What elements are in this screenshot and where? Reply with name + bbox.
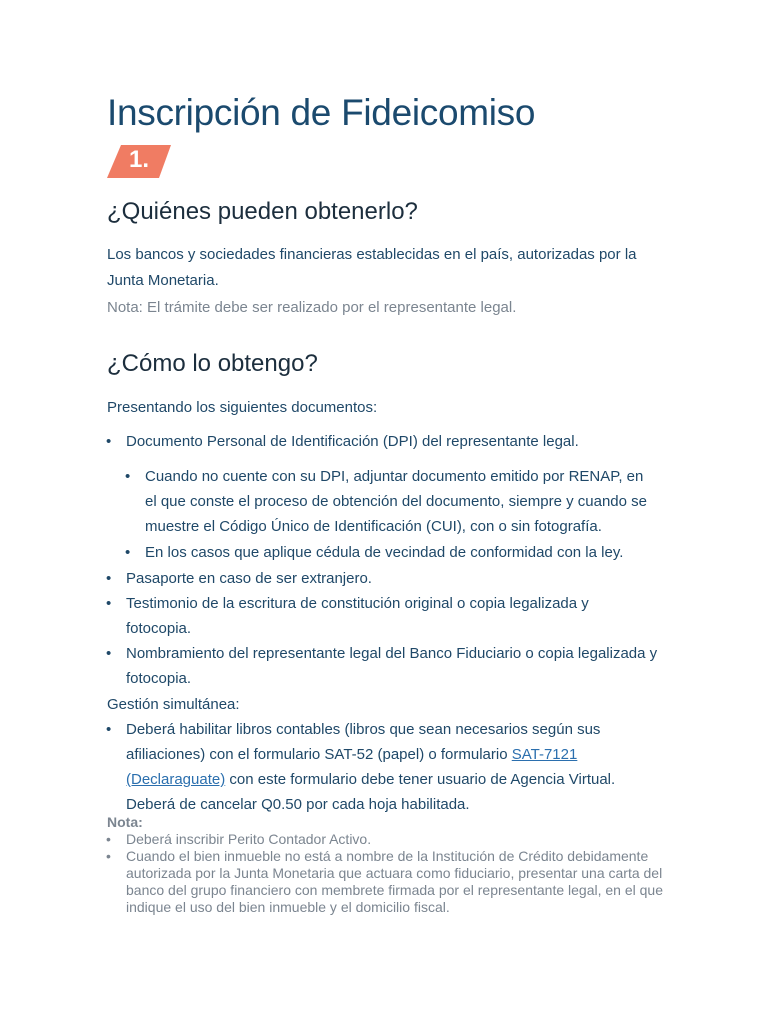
list-item-nested [125, 540, 665, 565]
nota-item [106, 831, 666, 848]
list-item [106, 429, 686, 454]
who-note: Nota: El trámite debe ser realizado por el representante legal. [107, 299, 517, 316]
list-item-text: Cuando no cuente con su DPI, adjuntar documento emitido por RENAP, en el que conste el proceso de obtención del documento, siempre y cuando se muestre el Código Único de Identificación (CUI), con o sin fotografía. [145, 468, 647, 535]
bullet-icon: • [106, 595, 112, 612]
page-title: Inscripción de Fideicomiso [107, 92, 536, 133]
bullet-icon: • [125, 544, 131, 561]
nota-item-text: Cuando el bien inmueble no está a nombre de la Institución de Crédito debidamente autorizada por la Junta Monetaria que actuara como fiduciario, presentar una carta del banco del grupo financiero con membrete firmada por el representante legal, en el que indique el uso del bien inmueble y el domicilio fiscal. [126, 848, 663, 915]
gestion-label: Gestión simultánea: [107, 696, 240, 713]
bullet-icon: • [106, 721, 112, 738]
list-item [106, 566, 686, 591]
nota-item-text: Deberá inscribir Perito Contador Activo. [126, 831, 372, 847]
bullet-icon: • [106, 570, 112, 587]
list-item-text: Documento Personal de Identificación (DPI) del representante legal. [126, 433, 579, 450]
bullet-icon: • [106, 433, 112, 450]
nota-item [106, 848, 666, 916]
gestion-text-before: Deberá habilitar libros contables (libros que sean necesarios según sus afiliaciones) con el formulario SAT-52 (papel) o formulario [126, 721, 601, 763]
list-item-text: Testimonio de la escritura de constitución original o copia legalizada y fotocopia. [126, 595, 589, 637]
how-intro: Presentando los siguientes documentos: [107, 399, 378, 416]
bullet-icon: • [106, 645, 112, 662]
section-heading-who: ¿Quiénes pueden obtenerlo? [107, 198, 418, 225]
gestion-text-after: con este formulario debe tener usuario de Agencia Virtual. Deberá de cancelar Q0.50 por cada hoja habilitada. [126, 771, 616, 813]
list-item [106, 591, 616, 641]
nota-title: Nota: [107, 814, 143, 830]
step-number: 1. [129, 146, 150, 173]
list-item-nested [125, 464, 655, 539]
who-text: Los bancos y sociedades financieras establecidas en el país, autorizadas por la Junta Monetaria. [107, 246, 637, 289]
sat-7121-link[interactable]: SAT-7121 (Declaraguate) [126, 746, 578, 788]
step-badge [107, 145, 171, 178]
list-item [106, 641, 671, 691]
bullet-icon: • [106, 848, 111, 864]
bullet-icon: • [106, 831, 111, 847]
list-item-text: Pasaporte en caso de ser extranjero. [126, 570, 372, 587]
bullet-icon: • [125, 468, 131, 485]
list-item-text: Nombramiento del representante legal del Banco Fiduciario o copia legalizada y fotocopia. [126, 645, 658, 687]
list-item-gestion [106, 717, 626, 817]
section-heading-how: ¿Cómo lo obtengo? [107, 350, 318, 377]
list-item-text: En los casos que aplique cédula de vecindad de conformidad con la ley. [145, 544, 624, 561]
